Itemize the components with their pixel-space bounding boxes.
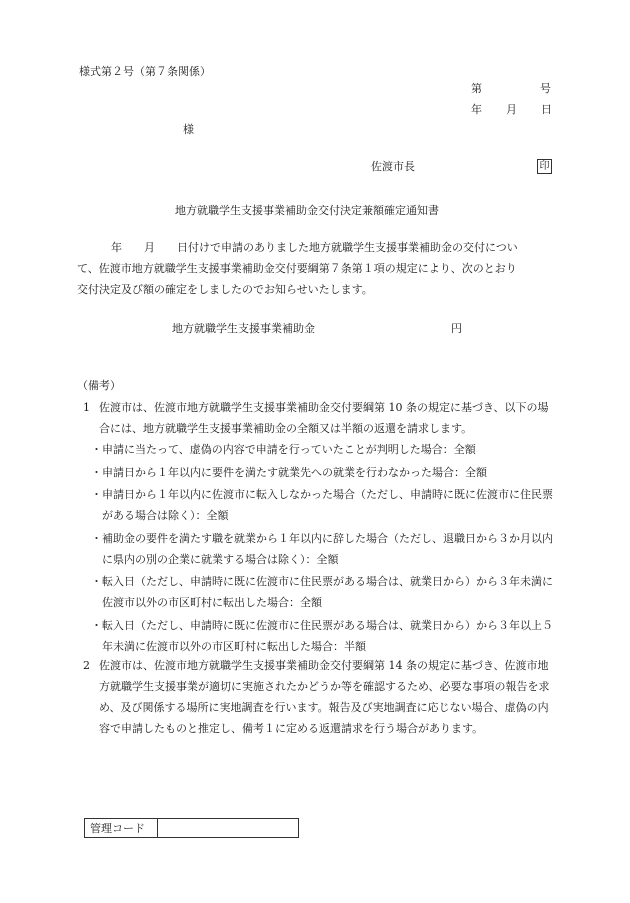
doc-number-go: 号	[540, 82, 551, 95]
bullet-text: 転入日（ただし、申請時に既に佐渡市に住民票がある場合は、就業日から）から３年未満に佐渡市以外の市区町村に転出した場合：全額	[102, 575, 553, 609]
bullet-text: 申請に当たって、虚偽の内容で申請を行っていたことが判明した場合：全額	[102, 443, 476, 456]
remark-number: 1	[83, 401, 90, 414]
remark-text: 佐渡市は、佐渡市地方就職学生支援事業補助金交付要綱第 10 条の規定に基づき、以下の場合には、地方就職学生支援事業補助金の全額又は半額の返還を請求します。	[99, 401, 549, 435]
amount-label: 地方就職学生支援事業補助金	[172, 322, 315, 335]
remark-bullet	[90, 615, 558, 657]
bullet-dot-icon: ・	[91, 531, 102, 545]
bullet-text: 転入日（ただし、申請時に既に佐渡市に住民票がある場合は、就業日から）から３年以上５年未満に佐渡市以外の市区町村に転出した場合：半額	[102, 618, 553, 653]
remark-bullet	[90, 571, 558, 613]
management-code-value[interactable]	[158, 819, 299, 838]
body-line-2: て、佐渡市地方就職学生支援事業補助金交付要綱第７条第１項の規定により、次のとおり	[77, 262, 517, 275]
bullet-dot-icon: ・	[91, 443, 102, 456]
date-year: 年	[471, 103, 482, 116]
bullet-dot-icon: ・	[91, 465, 102, 479]
body-line-1: 年 月 日付けで申請のありました地方就職学生支援事業補助金の交付につい	[111, 241, 518, 254]
bullet-text: 申請日から１年以内に佐渡市に転入しなかった場合（ただし、申請時に既に佐渡市に住民票がある場合は除く）：全額	[102, 488, 553, 522]
remark-text: 佐渡市は、佐渡市地方就職学生支援事業補助金交付要綱第 14 条の規定に基づき、佐渡市地方就職学生支援事業が適切に実施されたかどうか等を確認するため、必要な事項の報告を求め、及び関係する場所に実地調査を行います。報告及び実地調査に応じない場合、虚偽の内容で申請したものと推定し、備考１に定める返還請求を行う場合があります。	[99, 659, 550, 735]
sender-title: 佐渡市長	[371, 160, 415, 173]
management-code-table	[84, 818, 299, 838]
bullet-text: 補助金の要件を満たす職を就業から１年以内に辞した場合（ただし、退職日から３か月以内に県内の別の企業に就業する場合は除く）：全額	[102, 531, 553, 566]
bullet-dot-icon: ・	[91, 488, 102, 501]
body-line-3: 交付決定及び額の確定をしましたのでお知らせいたします。	[77, 283, 373, 296]
remarks-heading: （備考）	[77, 379, 121, 392]
document-title: 地方就職学生支援事業補助金交付決定兼額確定通知書	[175, 204, 439, 217]
date-month: 月	[506, 103, 517, 116]
bullet-dot-icon: ・	[91, 575, 102, 588]
date-day: 日	[541, 103, 552, 116]
remark-number: 2	[83, 659, 90, 672]
remark-item-1	[77, 397, 555, 439]
recipient-honorific: 様	[183, 123, 194, 136]
body-paragraph	[77, 237, 555, 300]
remark-bullet	[90, 439, 558, 460]
remark-item-2	[77, 655, 555, 739]
doc-number-dai: 第	[471, 82, 482, 95]
remark-bullet-list	[90, 439, 558, 658]
remark-bullet	[90, 462, 558, 483]
amount-unit: 円	[451, 322, 462, 335]
bullet-dot-icon: ・	[91, 618, 102, 632]
management-code-label: 管理コード	[85, 819, 158, 838]
remark-bullet	[90, 484, 558, 526]
seal-mark: 印	[537, 159, 552, 174]
remark-bullet	[90, 528, 558, 570]
bullet-text: 申請日から１年以内に要件を満たす就業先への就業を行わなかった場合：全額	[102, 465, 487, 479]
form-header: 様式第２号（第７条関係）	[79, 65, 211, 78]
